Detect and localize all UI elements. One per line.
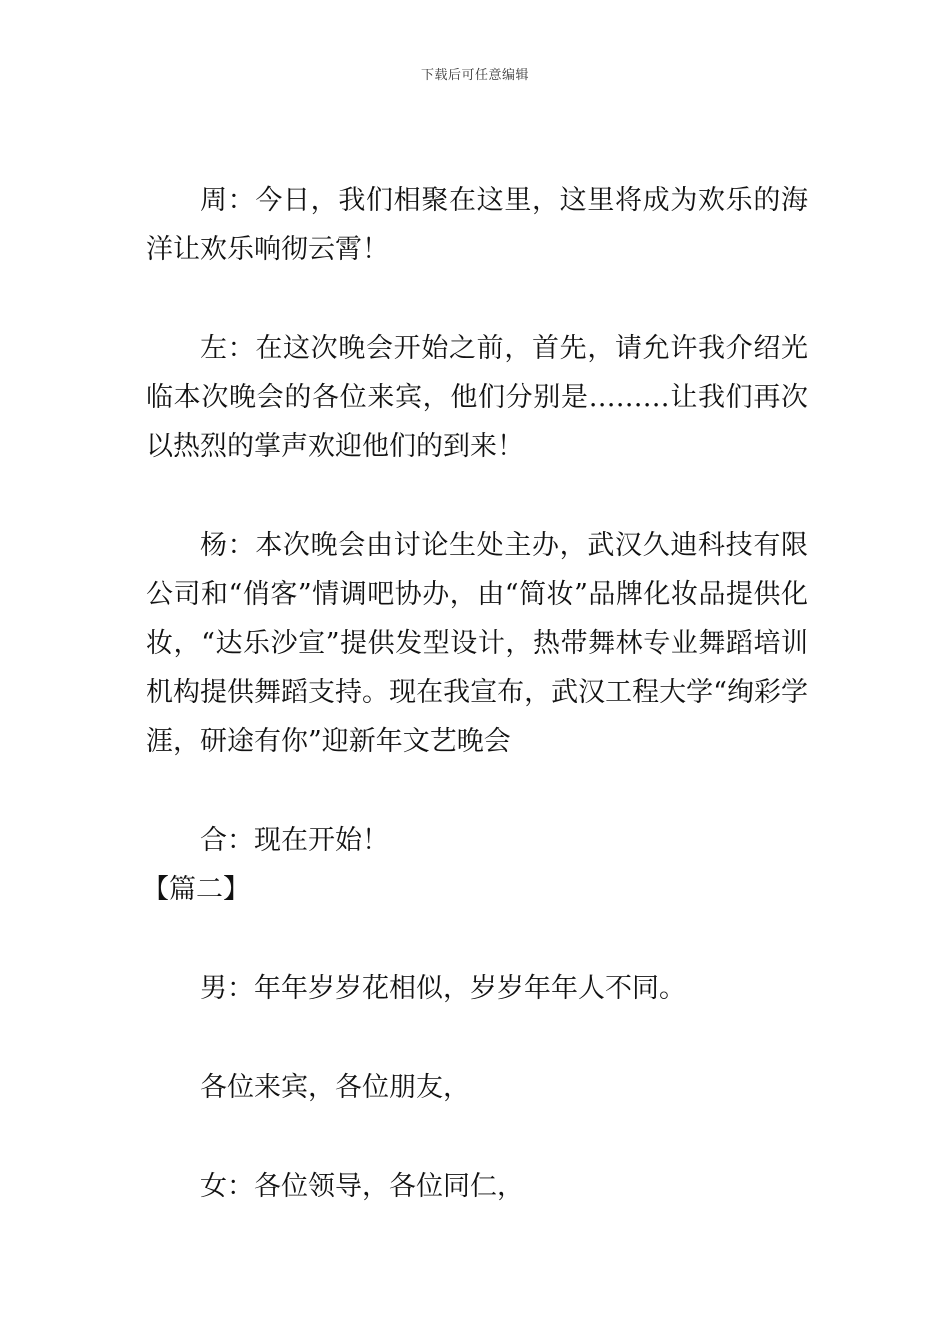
section-title: 【篇二】 <box>142 874 250 905</box>
page-header-note: 下载后可任意编辑 <box>420 68 529 83</box>
paragraph-spacer <box>146 1013 808 1063</box>
paragraph-spacer <box>146 914 808 964</box>
paragraph-spacer <box>146 471 808 521</box>
paragraph-zhou: 周：今日，我们相聚在这里，这里将成为欢乐的海洋让欢乐响彻云霄！ <box>146 185 808 265</box>
paragraph-nv: 女：各位领导，各位同仁， <box>200 1171 524 1202</box>
paragraph-spacer <box>146 1112 808 1162</box>
paragraph-spacer <box>146 274 808 324</box>
paragraph-spacer <box>146 766 808 816</box>
document-body <box>142 176 808 1211</box>
paragraph-guests: 各位来宾，各位朋友， <box>200 1072 470 1103</box>
paragraph-yang: 杨：本次晚会由讨论生处主办，武汉久迪科技有限公司和“俏客”情调吧协办，由“简妆”品牌化妆品提供化妆，“达乐沙宣”提供发型设计，热带舞林专业舞蹈培训机构提供舞蹈支持。现在我宣布，武汉工程大学“绚彩学涯，研途有你”迎新年文艺晚会 <box>146 530 808 757</box>
paragraph-nan: 男：年年岁岁花相似，岁岁年年人不同。 <box>200 973 686 1004</box>
paragraph-he: 合：现在开始！ <box>200 825 389 856</box>
paragraph-zuo: 左：在这次晚会开始之前，首先，请允许我介绍光临本次晚会的各位来宾，他们分别是………让我们再次以热烈的掌声欢迎他们的到来！ <box>146 333 808 462</box>
